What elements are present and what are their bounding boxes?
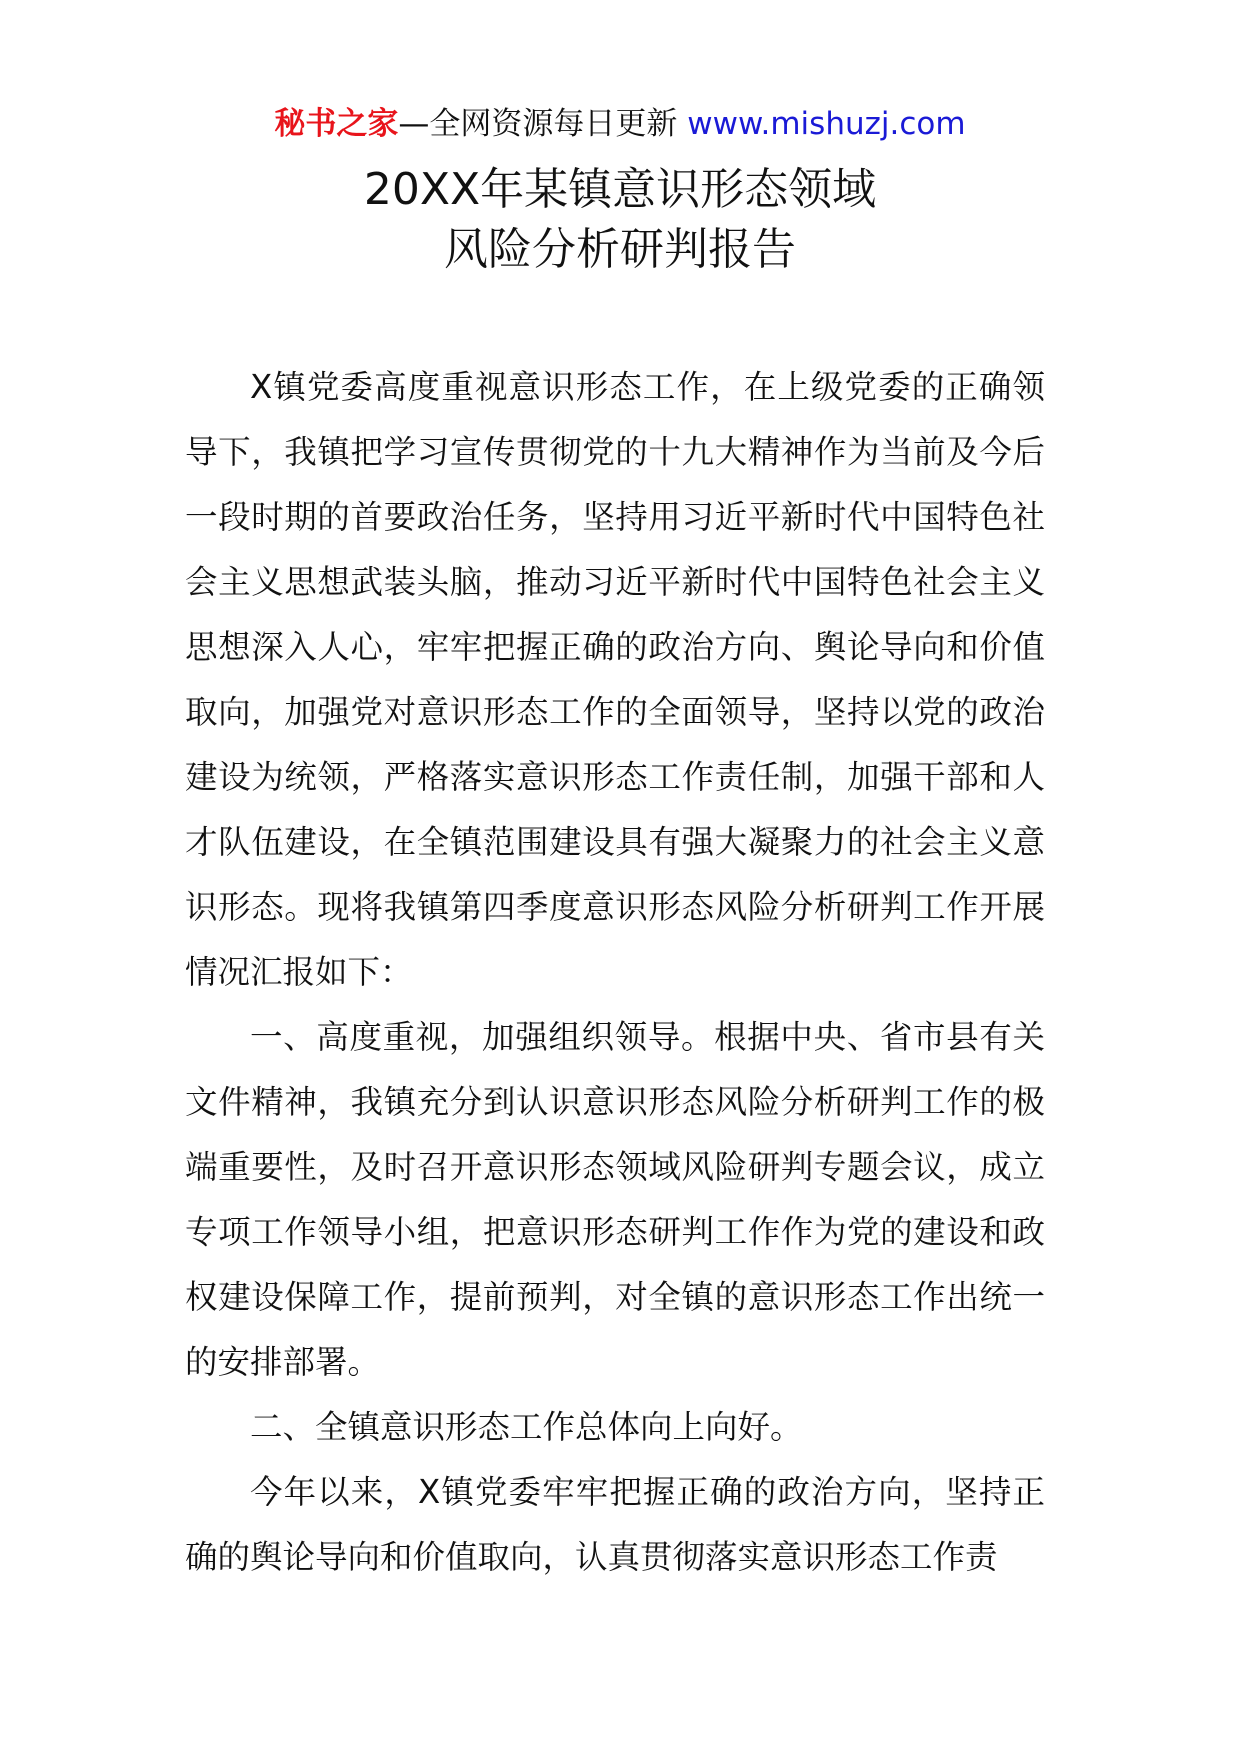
intro-paragraph: X镇党委高度重视意识形态工作，在上级党委的正确领导下，我镇把学习宣传贯彻党的十九大精神作为当前及今后一段时期的首要政治任务，坚持用习近平新时代中国特色社会主义思想武装头脑，推动习近平新时代中国特色社会主义思想深入人心，牢牢把握正确的政治方向、舆论导向和价值取向，加强党对意识形态工作的全面领导，坚持以党的政治建设为统领，严格落实意识形态工作责任制，加强干部和人才队伍建设，在全镇范围建设具有强大凝聚力的社会主义意识形态。现将我镇第四季度意识形态风险分析研判工作开展情况汇报如下： — [185, 368, 1045, 991]
section-two-heading: 二、全镇意识形态工作总体向上向好。 — [250, 1408, 803, 1446]
title-line-2: 风险分析研判报告 — [444, 224, 796, 275]
header-tagline: —全网资源每日更新 — [398, 106, 678, 142]
section-two-paragraph: 今年以来，X镇党委牢牢把握正确的政治方向，坚持正确的舆论导向和价值取向，认真贯彻落实意识形态工作责 — [185, 1473, 1045, 1576]
site-header — [0, 100, 1240, 148]
website-link[interactable]: www.mishuzj.com — [687, 106, 966, 142]
title-line-1: 20XX年某镇意识形态领域 — [363, 164, 877, 215]
brand-name: 秘书之家 — [274, 106, 399, 142]
document-title — [0, 160, 1240, 280]
section-one-paragraph: 一、高度重视，加强组织领导。根据中央、省市县有关文件精神，我镇充分到认识意识形态风险分析研判工作的极端重要性，及时召开意识形态领域风险研判专题会议，成立专项工作领导小组，把意识形态研判工作作为党的建设和政权建设保障工作，提前预判，对全镇的意识形态工作出统一的安排部署。 — [185, 1018, 1045, 1381]
document-body — [185, 355, 1045, 1590]
